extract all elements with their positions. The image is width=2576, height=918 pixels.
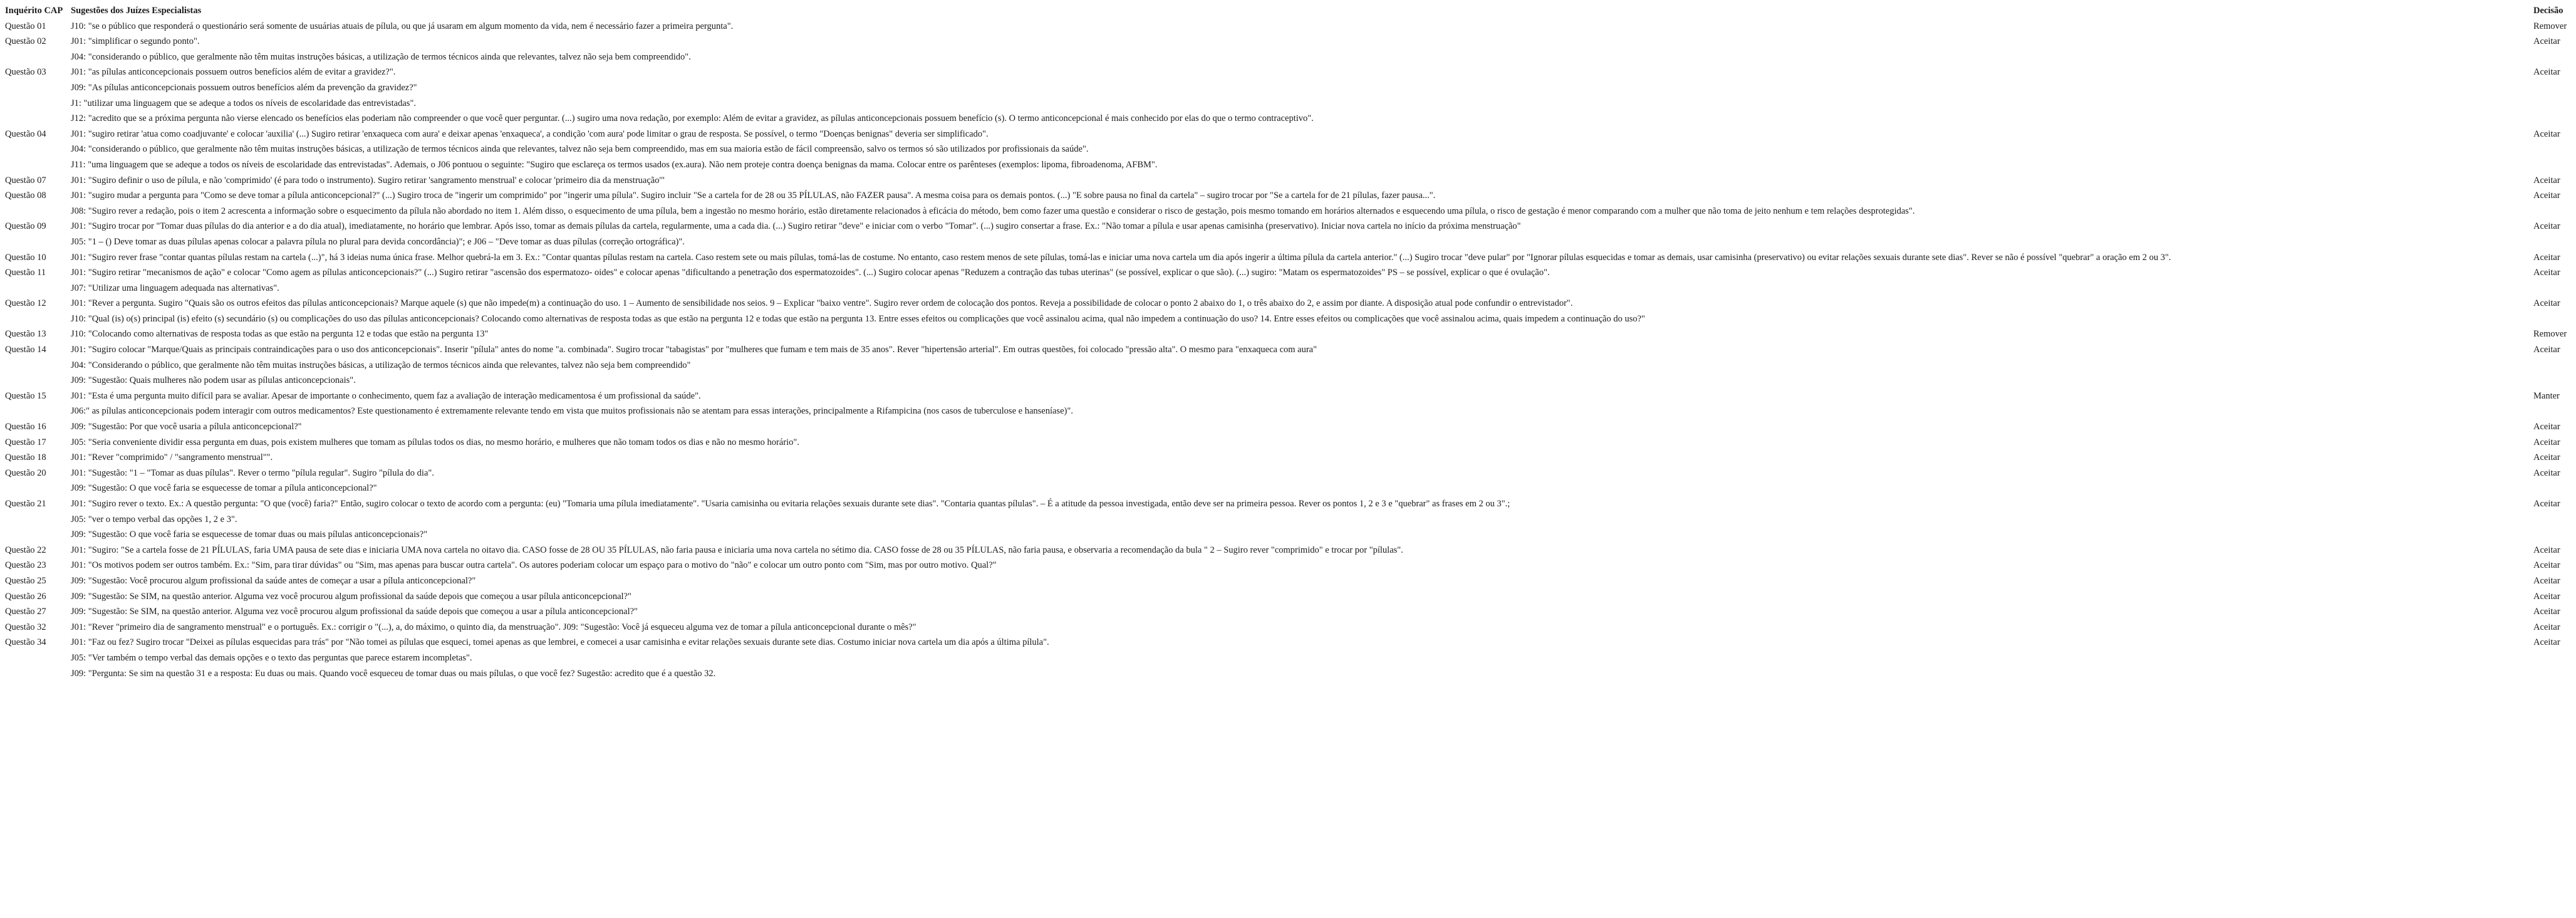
table-row <box>5 620 2571 635</box>
suggestion-cell <box>71 96 2533 112</box>
suggestion-cell <box>71 481 2533 496</box>
question-cell <box>5 142 71 157</box>
table-row <box>5 404 2571 419</box>
suggestion-cell <box>71 80 2533 96</box>
suggestion-text: J01: "Sugiro trocar por "Tomar duas pílulas do dia anterior e a do dia atual), imediatamente, no horário que lembrar. Após isso, tomar as demais pílulas da cartela, regularmente, uma a cada dia. (...) Sugiro retirar "deve" e iniciar com o verbo "Tomar". (...) sugiro consertar a frase. Ex.: "Não tomar a pílula e usar apenas camisinha (preservativo). Iniciar nova cartela no início da próxima menstruação" <box>71 221 1521 232</box>
question-cell: Questão 04 <box>5 128 46 139</box>
table-row <box>5 34 2571 50</box>
suggestion-text: J09: "Pergunta: Se sim na questão 31 e a resposta: Eu duas ou mais. Quando você esqueceu de tomar duas ou mais pílulas, o que você fez? Sugestão: acredito que é a questão 32. <box>71 668 716 679</box>
decision-cell: Aceitar <box>2533 221 2560 232</box>
question-cell <box>5 527 71 543</box>
question-cell: Questão 17 <box>5 437 46 447</box>
table-row <box>5 311 2571 327</box>
suggestion-cell <box>71 142 2533 157</box>
decision-cell: Aceitar <box>2533 36 2560 47</box>
suggestion-cell <box>71 373 2533 389</box>
suggestion-text: J01: "sugiro mudar a pergunta para "Como se deve tomar a pílula anticoncepcional?" (...) Sugiro troca de "ingerir um comprimido" por "ingerir uma pílula". Sugiro incluir "Se a cartela for de 28 ou 35 PÍLULAS, não FAZER pausa". A mesma coisa para os demais pontos. (...) "E sobre pausa no final da cartela" – sugiro trocar por "Se a cartela for de 21 pílulas, fazer pausa...". <box>71 190 1436 201</box>
table-row <box>5 19 2571 34</box>
table-row <box>5 204 2571 219</box>
suggestion-text: J01: "Sugiro colocar "Marque/Quais as principais contraindicações para o uso dos anticoncepcionais". Inserir "pílula" antes do nome "a. combinada". Sugiro trocar "tabagistas" por "mulheres que fumam e tem mais de 35 anos". Rever "hipertensão arterial". Em outras questões, foi colocado "pressão alta". O mesmo para "enxaqueca com aura" <box>71 345 1317 355</box>
suggestion-cell <box>71 111 2533 127</box>
question-cell: Questão 11 <box>5 268 46 278</box>
suggestion-cell <box>71 635 2533 650</box>
table-row <box>5 496 2571 512</box>
suggestion-cell <box>71 296 2533 311</box>
suggestion-text: J01: "Sugiro retirar "mecanismos de ação" e colocar "Como agem as pílulas anticoncepcionais?" (...) Sugiro retirar "ascensão dos espermatozo- oides" e colocar apenas "dificultando a penetração dos espermatozoides". (...) Sugiro colocar apenas "Reduzem a contração das tubas uterinas" (se possível, explicar o que são). (...) sugiro: "Matam os espermatozoides" PS – se possível, explicar o que é ovulação". <box>71 268 1550 278</box>
decision-cell: Aceitar <box>2533 128 2560 139</box>
question-cell <box>5 666 71 682</box>
suggestion-text: J01: "Rever "comprimido" / "sangramento menstrual"". <box>71 452 273 463</box>
decision-cell <box>2533 650 2571 666</box>
decision-cell: Remover <box>2533 329 2567 340</box>
suggestion-cell <box>71 573 2533 589</box>
question-cell: Questão 03 <box>5 67 46 78</box>
suggestion-cell <box>71 604 2533 620</box>
suggestion-cell <box>71 311 2533 327</box>
decision-cell <box>2533 311 2571 327</box>
suggestion-cell <box>71 50 2533 65</box>
suggestion-text: J01: "Rever a pergunta. Sugiro "Quais são os outros efeitos das pílulas anticoncepcionais? Marque aquele (s) que não impede(m) a continuação do uso. 1 – Aumento de sensibilidade nos seios. 9 – Explicar "baixo ventre". Sugiro rever ordem de colocação dos pontos. Reveja a possibilidade de colocar o ponto 2 abaixo do 1, o três abaixo do 2, e assim por diante. A disposição atual pode confundir o entrevistador". <box>71 298 1573 309</box>
decision-cell: Remover <box>2533 21 2567 31</box>
question-cell: Questão 07 <box>5 175 46 185</box>
table-row <box>5 326 2571 342</box>
table-row <box>5 650 2571 666</box>
table-row <box>5 173 2571 189</box>
decision-cell <box>2533 80 2571 96</box>
table-row <box>5 419 2571 435</box>
suggestion-text: J05: "ver o tempo verbal das opções 1, 2 e 3". <box>71 514 237 524</box>
table-row <box>5 466 2571 481</box>
table-row <box>5 127 2571 142</box>
suggestion-cell <box>71 281 2533 296</box>
suggestion-cell <box>71 558 2533 573</box>
question-cell: Questão 13 <box>5 329 46 340</box>
suggestion-text: J07: "Utilizar uma linguagem adequada nas alternativas". <box>71 283 279 293</box>
decision-cell: Aceitar <box>2533 545 2560 555</box>
question-cell <box>5 481 71 496</box>
suggestion-cell <box>71 19 2533 34</box>
table-row <box>5 281 2571 296</box>
suggestion-text: J1: "utilizar uma linguagem que se adeque a todos os níveis de escolaridade das entrevistadas". <box>71 98 416 108</box>
table-row <box>5 111 2571 127</box>
suggestion-cell <box>71 265 2533 281</box>
question-cell <box>5 96 71 112</box>
suggestions-table <box>5 3 2571 681</box>
table-row <box>5 543 2571 558</box>
decision-cell: Aceitar <box>2533 467 2560 478</box>
suggestion-text: J01: "as pílulas anticoncepcionais possuem outros benefícios além de evitar a gravidez?". <box>71 67 396 78</box>
decision-cell: Aceitar <box>2533 422 2560 432</box>
suggestion-text: J04: "Considerando o público, que geralmente não têm muitas instruções básicas, a utilização de termos técnicos ainda que relevantes, talvez não seja bem compreendido" <box>71 360 691 370</box>
suggestion-text: J09: "Sugestão: Quais mulheres não podem usar as pílulas anticoncepcionais". <box>71 375 356 386</box>
question-cell <box>5 80 71 96</box>
suggestion-cell <box>71 204 2533 219</box>
table-body <box>5 19 2571 682</box>
question-cell: Questão 23 <box>5 560 46 571</box>
suggestion-text: J08: "Sugiro rever a redação, pois o item 2 acrescenta a informação sobre o esquecimento da pílula não abordado no item 1. Além disso, o esquecimento de uma pílula, bem a ingestão no mesmo horário, estão diretamente relacionados à eficácia do método, bem como fazer uma questão e considerar o risco de gestação, pois mesmo tomando em horários alternados e esquecendo uma pílula, o risco de gestação é menor comparando com a mulher que não toma de jeito nenhum e tem relações desprotegidas". <box>71 206 1915 216</box>
decision-cell <box>2533 111 2571 127</box>
question-cell: Questão 01 <box>5 21 46 31</box>
question-cell: Questão 18 <box>5 452 46 463</box>
question-cell <box>5 650 71 666</box>
suggestion-text: J09: "Sugestão: O que você faria se esquecesse de tomar duas ou mais pílulas anticoncepcionais?" <box>71 529 428 540</box>
suggestion-cell <box>71 620 2533 635</box>
question-cell: Questão 34 <box>5 637 46 648</box>
table-row <box>5 188 2571 204</box>
suggestion-cell <box>71 543 2533 558</box>
decision-cell: Aceitar <box>2533 560 2560 571</box>
decision-cell <box>2533 373 2571 389</box>
document-page <box>5 3 2571 681</box>
question-cell: Questão 32 <box>5 622 46 632</box>
suggestion-text: J01: "Sugiro: "Se a cartela fosse de 21 PÍLULAS, faria UMA pausa de sete dias e iniciaria UMA nova cartela no oitavo dia. CASO fosse de 28 OU 35 PÍLULAS, não faria pausa e iniciaria uma nova cartela no sétimo dia. CASO fosse de 28 ou 35 PÍLULAS, não faria pausa, e observaria a recomendação da bula " 2 – Sugiro rever "comprimido" e trocar por "pílulas". <box>71 545 1403 555</box>
table-row <box>5 80 2571 96</box>
table-row <box>5 512 2571 528</box>
suggestion-cell <box>71 450 2533 466</box>
decision-cell <box>2533 281 2571 296</box>
suggestion-text: J06:" as pílulas anticoncepcionais podem interagir com outros medicamentos? Este questionamento é extremamente relevante tendo em vista que muitos profissionais não se atentam para essas interações, principalmente a Rifampicina (nos casos de tuberculose e hanseníase)". <box>71 406 1073 417</box>
decision-cell: Aceitar <box>2533 175 2560 185</box>
suggestion-text: J09: "Sugestão: Por que você usaria a pílula anticoncepcional?" <box>71 422 302 432</box>
table-row <box>5 573 2571 589</box>
table-row <box>5 296 2571 311</box>
question-cell <box>5 373 71 389</box>
table-row <box>5 96 2571 112</box>
table-row <box>5 65 2571 80</box>
suggestion-cell <box>71 173 2533 189</box>
table-row <box>5 157 2571 173</box>
question-cell: Questão 15 <box>5 390 46 401</box>
decision-cell: Aceitar <box>2533 575 2560 586</box>
question-cell <box>5 234 71 250</box>
suggestion-cell <box>71 127 2533 142</box>
table-row <box>5 666 2571 682</box>
table-row <box>5 589 2571 605</box>
header-suggestions: Sugestões dos Juízes Especialistas <box>71 6 202 16</box>
question-cell: Questão 08 <box>5 190 46 201</box>
suggestion-cell <box>71 666 2533 682</box>
table-row <box>5 527 2571 543</box>
suggestion-text: J01: "Sugiro definir o uso de pílula, e não 'comprimido' (é para todo o instrumento). Sugiro retirar 'sangramento menstrual' e colocar 'primeiro dia da menstruação'" <box>71 175 665 185</box>
suggestion-cell <box>71 589 2533 605</box>
suggestion-cell <box>71 342 2533 358</box>
decision-cell: Aceitar <box>2533 190 2560 201</box>
table-header-row <box>5 3 2571 19</box>
question-cell: Questão 02 <box>5 36 46 47</box>
question-cell <box>5 281 71 296</box>
question-cell: Questão 25 <box>5 575 46 586</box>
question-cell: Questão 20 <box>5 467 46 478</box>
table-row <box>5 389 2571 404</box>
suggestion-cell <box>71 34 2533 50</box>
decision-cell: Aceitar <box>2533 452 2560 463</box>
question-cell: Questão 16 <box>5 422 46 432</box>
suggestion-cell <box>71 234 2533 250</box>
table-row <box>5 435 2571 451</box>
suggestion-text: J09: "Sugestão: Se SIM, na questão anterior. Alguma vez você procurou algum profissional da saúde depois que começou a usar a pílula anticoncepcional?" <box>71 607 638 617</box>
suggestion-cell <box>71 188 2533 204</box>
decision-cell <box>2533 234 2571 250</box>
suggestion-text: J01: "Sugiro rever frase "contar quantas pílulas restam na cartela (...)", há 3 ideias numa única frase. Melhor quebrá-la em 3. Ex.: "Contar quantas pílulas restam na cartela. Caso restem sete ou mais pílulas, tomá-las de costume. No entanto, caso restem menos de sete pílulas, tomá-las e iniciar uma nova cartela um dia após ingerir a última pílula da cartela anterior." (...) Sugiro trocar "deve pular" por "Ignorar pílulas esquecidas e tomar as demais, usar camisinha (preservativo) ou evitar relações sexuais durante sete dias". Rever se não é possível "quebrar" a oração em 2 ou 3". <box>71 252 2171 263</box>
table-row <box>5 450 2571 466</box>
table-row <box>5 373 2571 389</box>
suggestion-cell <box>71 419 2533 435</box>
table-row <box>5 250 2571 266</box>
decision-cell <box>2533 527 2571 543</box>
suggestion-cell <box>71 650 2533 666</box>
suggestion-text: J05: "Seria conveniente dividir essa pergunta em duas, pois existem mulheres que tomam as pílulas todos os dias, no mesmo horário, e mulheres que não tomam todos os dias e não no mesmo horário". <box>71 437 799 447</box>
suggestion-text: J05: "1 – () Deve tomar as duas pílulas apenas colocar a palavra pílula no plural para devida concordância)"; e J06 – "Deve tomar as duas pílulas (correção ortográfica)". <box>71 236 685 247</box>
decision-cell: Aceitar <box>2533 268 2560 278</box>
table-row <box>5 50 2571 65</box>
suggestion-cell <box>71 326 2533 342</box>
suggestion-cell <box>71 65 2533 80</box>
table-row <box>5 558 2571 573</box>
suggestion-text: J09: "Sugestão: Você procurou algum profissional da saúde antes de começar a usar a pílula anticoncepcional?" <box>71 575 476 586</box>
suggestion-cell <box>71 512 2533 528</box>
suggestion-cell <box>71 404 2533 419</box>
table-row <box>5 265 2571 281</box>
decision-cell <box>2533 481 2571 496</box>
table-row <box>5 604 2571 620</box>
suggestion-text: J05: "Ver também o tempo verbal das demais opções e o texto das perguntas que parece estarem incompletas". <box>71 652 472 663</box>
suggestion-text: J09: "Sugestão: Se SIM, na questão anterior. Alguma vez você procurou algum profissional da saúde depois que começou a usar pílula anticoncepcional?" <box>71 591 631 602</box>
table-row <box>5 234 2571 250</box>
decision-cell: Aceitar <box>2533 67 2560 78</box>
header-inquiry: Inquérito CAP <box>5 6 63 16</box>
table-row <box>5 481 2571 496</box>
suggestion-cell <box>71 358 2533 373</box>
suggestion-cell <box>71 527 2533 543</box>
decision-cell: Aceitar <box>2533 622 2560 632</box>
decision-cell <box>2533 358 2571 373</box>
suggestion-cell <box>71 250 2533 266</box>
decision-cell <box>2533 142 2571 157</box>
question-cell: Questão 27 <box>5 607 46 617</box>
suggestion-text: J04: "considerando o público, que geralmente não têm muitas instruções básicas, a utilização de termos técnicos ainda que relevantes, talvez não seja bem compreendido, mas em sua maioria estão de fácil compreensão, salvo os termos só são utilizados por profissionais da saúde". <box>71 144 1089 155</box>
decision-cell <box>2533 157 2571 173</box>
suggestion-cell <box>71 219 2533 234</box>
suggestion-text: J01: "Os motivos podem ser outros também. Ex.: "Sim, para tirar dúvidas" ou "Sim, mas apenas para buscar outra cartela". Os autores poderiam colocar um espaço para o motivo do "não" e colocar um outro ponto com "Sim, mas por outro motivo. Qual?" <box>71 560 997 571</box>
suggestion-text: J10: "Qual (is) o(s) principal (is) efeito (s) secundário (s) ou complicações do uso das pílulas anticoncepcionais? Colocando como alternativas de resposta todas as que estão na pergunta 12 e todas que estão na pergunta 13. Entre esses efeitos ou complicações que você assinalou acima, qual não impedem a continuação do uso? 14. Entre esses efeitos ou complicações que você assinalou acima, quais impedem a continuação do uso?" <box>71 313 1645 324</box>
suggestion-text: J11: "uma linguagem que se adeque a todos os níveis de escolaridade das entrevistadas". Ademais, o J06 pontuou o seguinte: "Sugiro que esclareça os termos usados (ex.aura). Não nem proteje contra doença benignas da mama. Colocar entre os parênteses (exemplos: lipoma, fibroadenoma, AFBM". <box>71 159 1158 170</box>
decision-cell: Manter <box>2533 390 2560 401</box>
suggestion-text: J10: "Colocando como alternativas de resposta todas as que estão na pergunta 12 e todas que estão na pergunta 13" <box>71 329 489 340</box>
question-cell <box>5 157 71 173</box>
question-cell: Questão 14 <box>5 345 46 355</box>
question-cell <box>5 311 71 327</box>
table-row <box>5 358 2571 373</box>
decision-cell: Aceitar <box>2533 252 2560 263</box>
decision-cell <box>2533 50 2571 65</box>
decision-cell: Aceitar <box>2533 298 2560 309</box>
suggestion-text: J01: "Faz ou fez? Sugiro trocar "Deixei as pílulas esquecidas para trás" por "Não tomei as pílulas que esqueci, tomei apenas as que lembrei, e comecei a usar camisinha e evitar relações sexuais durante sete dias. Costumo iniciar nova cartela um dia após a última pílula". <box>71 637 1049 648</box>
decision-cell <box>2533 512 2571 528</box>
decision-cell <box>2533 96 2571 112</box>
question-cell: Questão 21 <box>5 499 46 509</box>
suggestion-cell <box>71 157 2533 173</box>
question-cell: Questão 10 <box>5 252 46 263</box>
suggestion-text: J09: "As pílulas anticoncepcionais possuem outros benefícios além da prevenção da gravidez?" <box>71 82 417 93</box>
question-cell: Questão 09 <box>5 221 46 232</box>
question-cell <box>5 358 71 373</box>
question-cell <box>5 111 71 127</box>
decision-cell: Aceitar <box>2533 345 2560 355</box>
suggestion-cell <box>71 466 2533 481</box>
question-cell: Questão 12 <box>5 298 46 309</box>
suggestion-text: J01: "simplificar o segundo ponto". <box>71 36 200 47</box>
table-row <box>5 219 2571 234</box>
decision-cell: Aceitar <box>2533 499 2560 509</box>
question-cell: Questão 26 <box>5 591 46 602</box>
suggestion-text: J01: "Sugiro rever o texto. Ex.: A questão pergunta: "O que (você) faria?" Então, sugiro colocar o texto de acordo com a pergunta: (eu) "Tomaria uma pílula imediatamente". "Usaria camisinha ou evitaria relações sexuais durante sete dias". "Contaria quantas pílulas". – É a atitude da pessoa investigada, então deve ser na primeira pessoa. Rever os pontos 1, 2 e 3 e "quebrar" as frases em 2 ou 3".; <box>71 499 1510 509</box>
question-cell <box>5 404 71 419</box>
table-row <box>5 635 2571 650</box>
decision-cell: Aceitar <box>2533 637 2560 648</box>
decision-cell: Aceitar <box>2533 437 2560 447</box>
suggestion-text: J09: "Sugestão: O que você faria se esquecesse de tomar a pílula anticoncepcional?" <box>71 483 377 494</box>
suggestion-cell <box>71 435 2533 451</box>
decision-cell <box>2533 666 2571 682</box>
suggestion-cell <box>71 389 2533 404</box>
decision-cell: Aceitar <box>2533 607 2560 617</box>
suggestion-text: J01: "Esta é uma pergunta muito difícil para se avaliar. Apesar de importante o conhecimento, quem faz a avaliação de interação medicamentosa é um profissional da saúde". <box>71 390 701 401</box>
suggestion-text: J10: "se o público que responderá o questionário será somente de usuárias atuais de pílula, ou que já usaram em algum momento da vida, nem é necessário fazer a primeira pergunta". <box>71 21 734 31</box>
header-decision: Decisão <box>2533 6 2563 16</box>
table-row <box>5 342 2571 358</box>
question-cell <box>5 204 71 219</box>
decision-cell <box>2533 404 2571 419</box>
question-cell <box>5 512 71 528</box>
suggestion-text: J01: "Rever "primeiro dia de sangramento menstrual" e o português. Ex.: corrigir o "(...), a, do máximo, o quinto dia, da menstruação". J09: "Sugestão: Você já esqueceu alguma vez de tomar a pílula anticoncepcional durante o mês?" <box>71 622 917 632</box>
suggestion-text: J01: "sugiro retirar 'atua como coadjuvante' e colocar 'auxilia' (...) Sugiro retirar 'enxaqueca com aura' e deixar apenas 'enxaqueca', a condição 'com aura' pode limitar o grau de resposta. Se possível, o termo "Doenças benignas" deveria ser simplificado". <box>71 128 989 139</box>
suggestion-text: J04: "considerando o público, que geralmente não têm muitas instruções básicas, a utilização de termos técnicos ainda que relevantes, talvez não seja bem compreendido". <box>71 51 691 62</box>
decision-cell: Aceitar <box>2533 591 2560 602</box>
suggestion-text: J01: "Sugestão: "1 – "Tomar as duas pílulas". Rever o termo "pílula regular". Sugiro "pílula do dia". <box>71 467 434 478</box>
question-cell <box>5 50 71 65</box>
decision-cell <box>2533 204 2571 219</box>
suggestion-cell <box>71 496 2533 512</box>
question-cell: Questão 22 <box>5 545 46 555</box>
suggestion-text: J12: "acredito que se a próxima pergunta não vierse elencado os benefícios elas poderiam não compreender o que você quer perguntar. (...) sugiro uma nova redação, por exemplo: Além de evitar a gravidez, as pílulas anticoncepcionais possuem benefício (s). O termo anticoncepcional é mais conhecido por elas do que o termo contraceptivo". <box>71 113 1314 124</box>
table-row <box>5 142 2571 157</box>
